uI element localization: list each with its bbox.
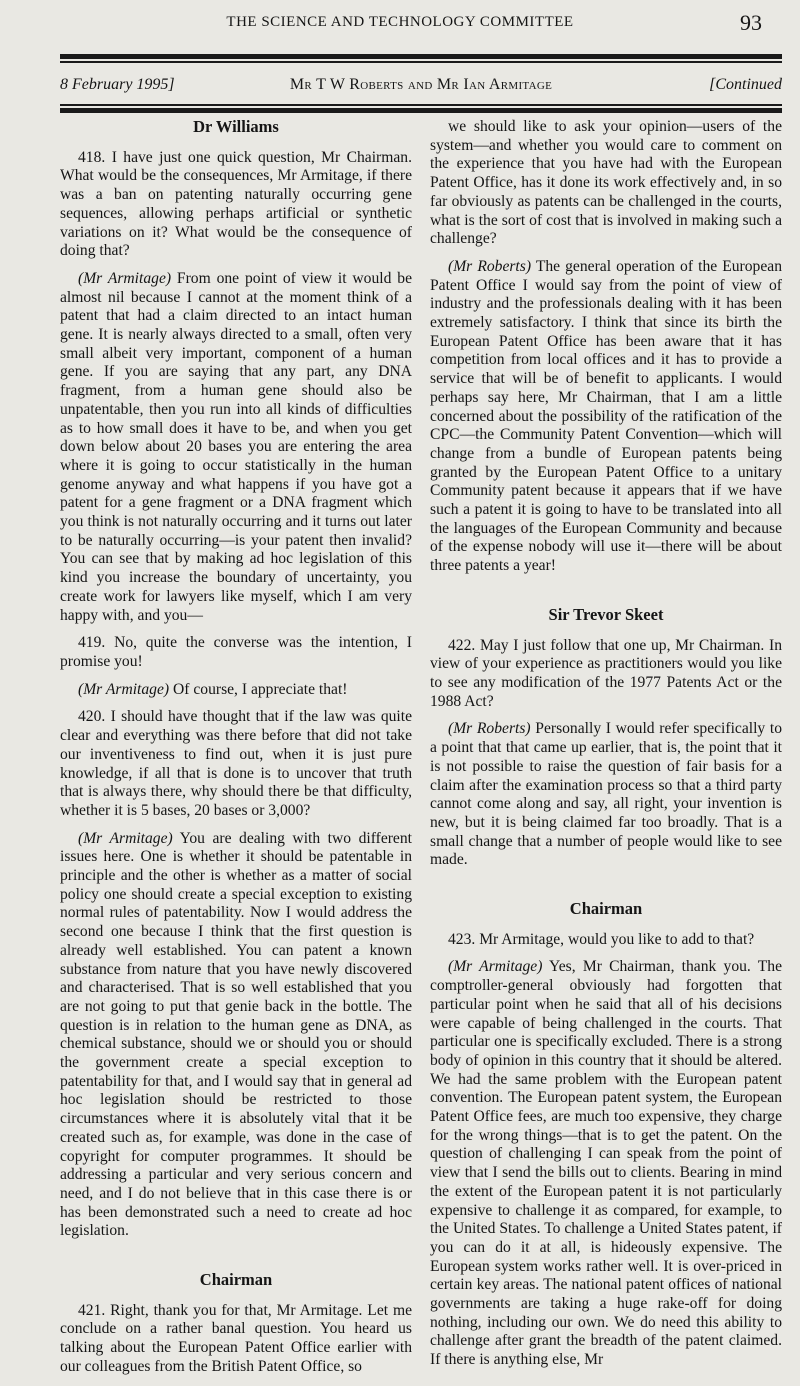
- right-column: [430, 118, 782, 1379]
- question-paragraph: 419. No, quite the converse was the intention, I promise you!: [60, 634, 412, 670]
- running-header: [0, 6, 800, 42]
- committee-title: THE SCIENCE AND TECHNOLOGY COMMITTEE: [226, 14, 574, 30]
- page-number: 93: [740, 10, 762, 35]
- question-paragraph: we should like to ask your opinion—users of the system—and whether you would care to comment on the experience that you have had with the European Patent Office, has it done its work effectively and, in so far obviously as patents can be challenged in the courts, what is the sort of cost that is involved in making such a challenge?: [430, 118, 782, 248]
- question-paragraph: 420. I should have thought that if the law was quite clear and everything was there before that did not take our inventiveness to find out, when it is just pure knowledge, if all that is done is to uncover that truth that is always there, why should there be that difficulty, whether it is 5 bases, 20 bases or 3,000?: [60, 708, 412, 819]
- answer-paragraph: [430, 720, 782, 870]
- header-rule-top: [60, 54, 782, 59]
- speaker-heading: Sir Trevor Skeet: [548, 604, 664, 624]
- witness-name: (Mr Roberts): [448, 720, 531, 738]
- witness-name: (Mr Armitage): [78, 680, 170, 698]
- answer-paragraph: [430, 958, 782, 1369]
- question-paragraph: 418. I have just one quick question, Mr Chairman. What would be the consequences, Mr Armitage, if there was a ban on patenting naturally occurring gene sequences, allowing perhaps artificial or synthetic variations on it? What would be the consequence of doing that?: [60, 148, 412, 260]
- speaker-heading: Dr Williams: [193, 117, 279, 136]
- answer-text: Of course, I appreciate that!: [169, 680, 348, 698]
- answer-text: Yes, Mr Chairman, thank you. The comptroller-general obviously had forgotten that particular point when he said that all of his decisions were capable of being challenged in the courts. That particular one is specifically excluded. There is a strong body of opinion in this country that it should be altered. We had the same problem with the European patent convention. The European patent system, the European Patent Office fees, are much too expensive, they charge for the wrong things—that is to get the patent. On the question of challenging I can speak from the point of view that I send the bills out to clients. Bearing in mind the extent of the European patent it is not particularly expensive to challenge it as compared, for example, to the United States. To challenge a United States patent, if you can do it at all, is hideously expensive. The European system works rather well. It is over-priced in certain key areas. The national patent offices of national governments are taking a huge rake-off for doing nothing, including our own. We do need this ability to challenge after grant the breadth of the patent claimed. If there is anything else, Mr: [430, 958, 782, 1369]
- question-paragraph: 422. May I just follow that one up, Mr Chairman. In view of your experience as practitioners would you like to see any modification of the 1977 Patents Act or the 1988 Act?: [430, 636, 782, 710]
- witness-names: Mr T W Roberts and Mr Ian Armitage: [289, 76, 553, 93]
- witness-subheader: [60, 76, 782, 100]
- witness-name: (Mr Armitage): [78, 269, 172, 287]
- answer-paragraph: [60, 270, 412, 625]
- witness-name: (Mr Armitage): [78, 829, 173, 847]
- left-column: [60, 118, 412, 1386]
- answer-text: The general operation of the European Patent Office I would say from the point of view of industry and the professionals dealing with it has been extremely satisfactory. I think that since its birth the European Patent Office has been aware that it has competition from local offices and it has to provide a service that will be of benefit to applicants. I would perhaps say here, Mr Chairman, that I am a little concerned about the possibility of the ratification of the CPC—the Community Patent Convention—which will change from a bundle of European patents being granted by the European Patent Office to a unitary Community patent because it appears that if we have such a patent it is going to have to be translated into all the languages of the European Community and because of the expense nobody will use it—there will be about three patents a year!: [430, 257, 782, 575]
- answer-paragraph: [430, 258, 782, 576]
- session-date: 8 February 1995]: [60, 76, 175, 93]
- subheader-rule-thin: [60, 104, 782, 106]
- question-paragraph: 423. Mr Armitage, would you like to add to that?: [448, 930, 755, 948]
- subheader-rule-thick: [60, 108, 782, 113]
- question-paragraph: 421. Right, thank you for that, Mr Armitage. Let me conclude on a rather banal question. You heard us talking about the European Patent Office earlier with our colleagues from the British Patent Office, so: [60, 1301, 412, 1375]
- answer-text: You are dealing with two different issues here. One is whether it should be patentable in principle and the other is whether as a matter of social policy one should create a special exception to existing normal rules of patentability. Now I would address the second one because I think that the first question is already well established. You can patent a known substance from nature that you have newly discovered and characterised. That is so well established that you are not going to put that genie back in the bottle. The question is in relation to the human gene as DNA, as chemical substance, should we or should you or should the government create a special exception to patentability for that, and I would say that in general ad hoc legislation should be restricted to those circumstances where it is absolutely vital that it be created such as, for example, was done in the case of copyright for computer programmes. It should be addressing a particular and very serious concern and need, and I do not believe that in this case there is or has been demonstrated such a need to create ad hoc legislation.: [60, 829, 412, 1240]
- answer-text: From one point of view it would be almost nil because I cannot at the moment think of a patent that had a claim directed to an intact human gene. It is nearly always directed to a small, often very small albeit very important, component of a human gene. If you are saying that any part, any DNA fragment, from a human gene should also be unpatentable, then you run into all kinds of difficulties as to how small does it have to be, and when you get down below about 20 bases you are entering the area where it is going to occur statistically in the human genome anyway and what happens if you have got a patent for a gene fragment or a DNA fragment which you think is not naturally occurring and it turns out later to be naturally occurring—is your patent then invalid? You can see that by making ad hoc legislation of this kind you increase the boundary of uncertainty, you create work for lawyers like myself, which I am very happy with, and you—: [60, 269, 412, 624]
- header-rule-top-thin: [60, 61, 782, 63]
- answer-text: Personally I would refer specifically to a point that that came up earlier, that is, the point that it is not possible to raise the question of fair basis for a claim after the examination process so that a third party cannot come along and say, all right, your invention is new, but it is being claimed far too broadly. That is a small change that a number of people would like to see made.: [430, 720, 782, 869]
- speaker-heading: Chairman: [199, 1270, 273, 1290]
- witness-name: (Mr Roberts): [448, 257, 532, 275]
- speaker-heading: Chairman: [569, 899, 643, 919]
- answer-paragraph: [60, 681, 412, 700]
- continued-label: [Continued: [709, 76, 782, 93]
- witness-name: (Mr Armitage): [448, 958, 543, 976]
- answer-paragraph: [60, 830, 412, 1241]
